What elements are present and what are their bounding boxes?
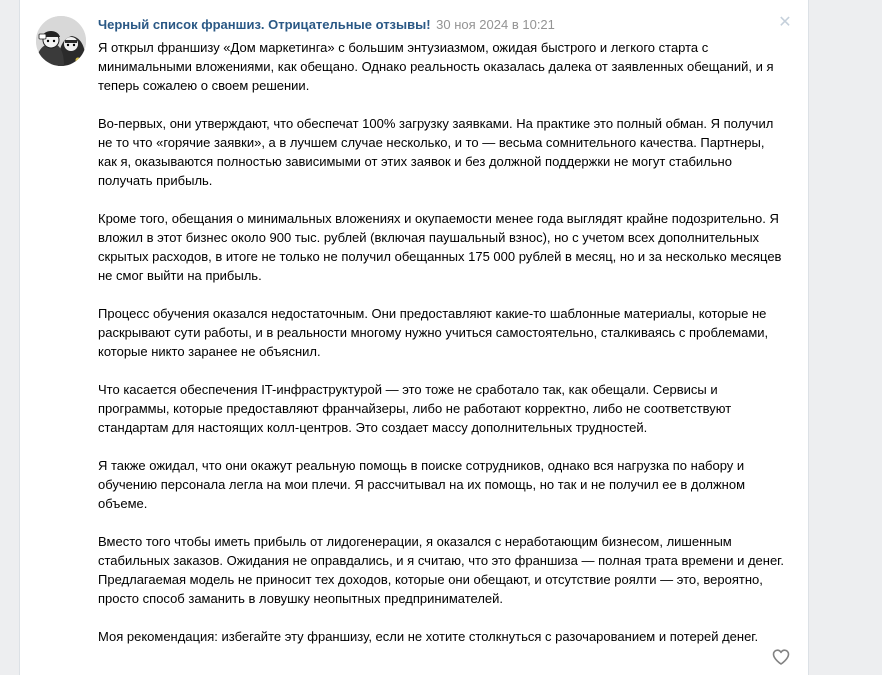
comment-header [98,16,555,33]
paragraph: Процесс обучения оказался недостаточным. Они предоставляют какие-то шаблонные материалы, которые не раскрывают сути работы, и в реальности многому нужно учиться самостоятельно, сталкиваясь с проблемами, которые никто заранее не объяснил. [98,306,769,359]
paragraph: Вместо того чтобы иметь прибыль от лидогенерации, я оказался с неработающим бизнесом, лишенным стабильных заказов. Ожидания не оправдались, и я считаю, что это франшиза — полная трата времени и денег. Предлагаемая модель не приносит тех доходов, которые они обещают, и отсутствие роялти — это, вероятно, просто способ заманить в ловушку неопытных предпринимателей. [98,534,784,606]
close-icon[interactable]: ✕ [778,14,792,31]
comment-date[interactable]: 30 ноя 2024 в 10:21 [436,17,555,32]
author-name[interactable]: Черный список франшиз. Отрицательные отзывы! [98,17,431,32]
paragraph: Моя рекомендация: избегайте эту франшизу, если не хотите столкнуться с разочарованием и потерей денег. [98,629,759,644]
paragraph: Во-первых, они утверждают, что обеспечат 100% загрузку заявками. На практике это полный обман. Я получил не то что «горячие заявки», а в лучшем случае несколько, и то — весьма сомнительного качества. Партнеры, как я, оказываются полностью зависимыми от этих заявок и без должной поддержки не могут стабильно получать прибыль. [98,116,774,188]
avatar[interactable] [36,16,86,66]
comment-text [98,38,798,665]
paragraph: Я открыл франшизу «Дом маркетинга» с большим энтузиазмом, ожидая быстрого и легкого старта с минимальными вложениями, как обещано. Однако реальность оказалась далека от заявленных обещаний, и я теперь сожалею о своем решении. [98,40,774,93]
paragraph: Что касается обеспечения IT-инфраструктурой — это тоже не сработало так, как обещали. Сервисы и программы, которые предоставляют франчайзеры, либо не работают корректно, либо не соответствуют стандартам для настоящих колл-центров. Это создает массу дополнительных трудностей. [98,382,732,435]
paragraph: Кроме того, обещания о минимальных вложениях и окупаемости менее года выглядят крайне подозрительно. Я вложил в этот бизнес около 900 тыс. рублей (включая паушальный взнос), но с учетом всех дополнительных скрытых расходов, в итоге не только не получил обещанных 175 000 рублей в месяц, но и за несколько месяцев не смог выйти на прибыль. [98,211,782,283]
paragraph: Я также ожидал, что они окажут реальную помощь в поиске сотрудников, однако вся нагрузка по набору и обучению персонала легла на мои плечи. Я рассчитывал на их помощь, но так и не получил ее в должном объеме. [98,458,746,511]
heart-icon[interactable] [772,649,790,665]
